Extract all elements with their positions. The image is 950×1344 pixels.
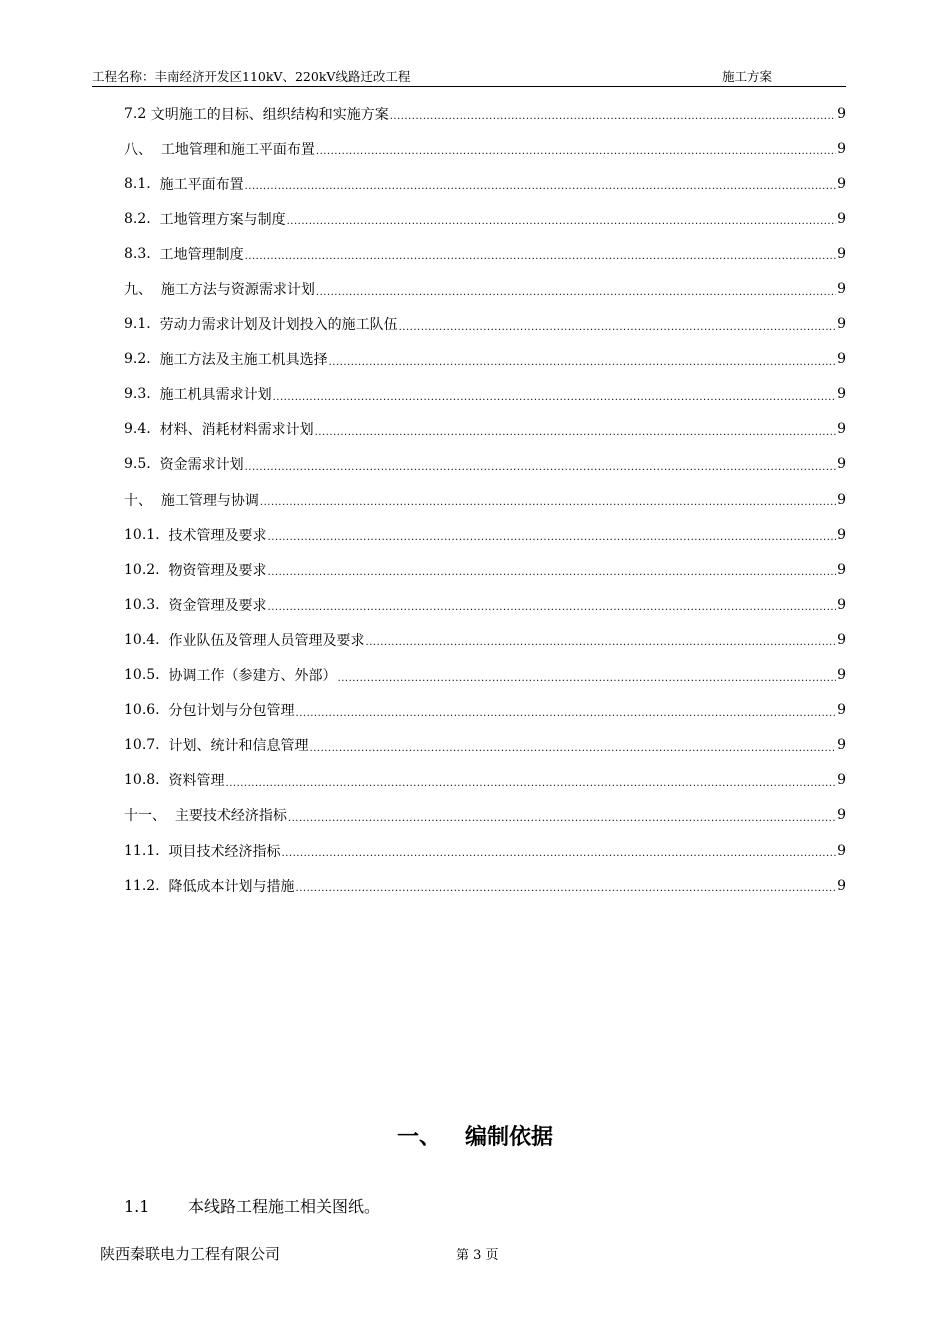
toc-leader-dots: [226, 778, 837, 789]
toc-entry-number: 9.3.: [124, 386, 160, 403]
toc-entry[interactable]: [124, 412, 846, 447]
toc-entry-page: 9: [837, 526, 846, 543]
toc-entry-page: 9: [837, 877, 846, 894]
toc-entry[interactable]: [124, 658, 846, 693]
toc-entry[interactable]: [124, 833, 846, 868]
toc-entry-number: 9.2.: [124, 351, 160, 368]
toc-entry-title: 分包计划与分包管理: [168, 703, 295, 720]
toc-entry-page: 9: [837, 456, 846, 473]
toc-entry-title: 项目技术经济指标: [168, 843, 281, 860]
toc-entry[interactable]: [124, 868, 846, 903]
toc-entry-page: 9: [837, 105, 846, 122]
toc-entry[interactable]: [124, 377, 846, 412]
section-title: 编制依据: [465, 1125, 554, 1150]
toc-leader-dots: [296, 883, 837, 894]
paragraph-number: 1.1: [124, 1197, 150, 1216]
page-number: 第 3 页: [456, 1248, 499, 1263]
toc-entry-page: 9: [837, 596, 846, 613]
toc-entry[interactable]: [124, 166, 846, 201]
toc-entry-title: 物资管理及要求: [168, 562, 267, 579]
toc-entry-number: 8.1.: [124, 175, 160, 192]
toc-entry-title: 文明施工的目标、组织结构和实施方案: [150, 106, 389, 123]
toc-entry[interactable]: [124, 693, 846, 728]
toc-entry-number: 10.2.: [124, 561, 169, 578]
toc-entry-number: 11.2.: [124, 877, 169, 894]
toc-leader-dots: [282, 848, 837, 859]
toc-entry[interactable]: [124, 728, 846, 763]
toc-entry-title: 技术管理及要求: [168, 527, 267, 544]
toc-leader-dots: [273, 392, 836, 403]
toc-leader-dots: [399, 322, 836, 333]
toc-entry[interactable]: [124, 517, 846, 552]
toc-entry-page: 9: [837, 351, 846, 368]
toc-entry-title: 工地管理制度: [159, 246, 244, 263]
toc-entry[interactable]: [124, 271, 846, 306]
toc-entry-title: 资料管理: [168, 773, 225, 790]
page-header: [92, 64, 846, 87]
toc-leader-dots: [310, 743, 837, 754]
toc-entry-page: 9: [837, 316, 846, 333]
toc-entry-title: 主要技术经济指标: [174, 808, 287, 825]
toc-leader-dots: [245, 181, 836, 192]
toc-entry-page: 9: [837, 667, 846, 684]
toc-entry-number: 7.2: [124, 105, 151, 122]
toc-entry-title: 工地管理和施工平面布置: [160, 141, 315, 158]
toc-leader-dots: [390, 111, 836, 122]
toc-entry-page: 9: [837, 386, 846, 403]
toc-entry-page: 9: [837, 737, 846, 754]
toc-entry-number: 9.4.: [124, 421, 160, 438]
toc-entry-number: 十、: [124, 492, 161, 509]
company-name: 陕西秦联电力工程有限公司: [100, 1245, 281, 1263]
toc-leader-dots: [268, 602, 837, 613]
toc-leader-dots: [288, 813, 836, 824]
toc-entry-title: 工地管理方案与制度: [159, 211, 286, 228]
toc-entry-title: 计划、统计和信息管理: [168, 738, 309, 755]
toc-entry[interactable]: [124, 236, 846, 271]
toc-entry-title: 资金需求计划: [159, 457, 244, 474]
toc-leader-dots: [287, 216, 836, 227]
toc-entry-number: 10.4.: [124, 631, 169, 648]
toc-entry-title: 施工方法及主施工机具选择: [159, 352, 328, 369]
toc-entry-title: 资金管理及要求: [168, 597, 267, 614]
toc-leader-dots: [268, 567, 837, 578]
toc-entry-title: 施工方法与资源需求计划: [160, 282, 315, 299]
toc-entry-page: 9: [837, 245, 846, 262]
toc-entry[interactable]: [124, 622, 846, 657]
page-footer: [100, 1243, 846, 1267]
paragraph-text: 本线路工程施工相关图纸。: [188, 1197, 381, 1216]
toc-entry-page: 9: [837, 561, 846, 578]
toc-entry-number: 10.6.: [124, 702, 169, 719]
toc-entry-number: 11.1.: [124, 842, 169, 859]
toc-entry[interactable]: [124, 482, 846, 517]
toc-entry-title: 材料、消耗材料需求计划: [159, 422, 314, 439]
toc-entry-number: 10.7.: [124, 737, 169, 754]
toc-entry-page: 9: [837, 631, 846, 648]
toc-entry[interactable]: [124, 201, 846, 236]
toc-entry[interactable]: [124, 763, 846, 798]
toc-entry-page: 9: [837, 421, 846, 438]
document-type: 施工方案: [722, 69, 773, 84]
toc-entry-page: 9: [837, 210, 846, 227]
project-name: 工程名称：丰南经济开发区110kV、220kV线路迁改工程: [92, 69, 411, 84]
toc-entry[interactable]: [124, 552, 846, 587]
toc-entry[interactable]: [124, 342, 846, 377]
toc-entry-number: 9.5.: [124, 456, 160, 473]
toc-entry-number: 9.1.: [124, 316, 160, 333]
toc-entry-title: 协调工作（参建方、外部）: [168, 668, 337, 685]
toc-leader-dots: [329, 357, 836, 368]
toc-leader-dots: [338, 673, 837, 684]
toc-entry-number: 10.3.: [124, 596, 169, 613]
toc-entry[interactable]: [124, 131, 846, 166]
toc-leader-dots: [296, 708, 837, 719]
toc-entry-number: 八、: [124, 141, 161, 158]
toc-leader-dots: [268, 532, 837, 543]
toc-entry-number: 九、: [124, 282, 161, 299]
toc-entry-number: 10.8.: [124, 772, 169, 789]
toc-entry-title: 劳动力需求计划及计划投入的施工队伍: [159, 317, 398, 334]
section-number: 一、: [396, 1125, 441, 1150]
toc-entry-page: 9: [837, 281, 846, 298]
toc-entry[interactable]: [124, 447, 846, 482]
toc-entry-title: 降低成本计划与措施: [168, 878, 295, 895]
toc-leader-dots: [245, 462, 836, 473]
toc-entry-page: 9: [837, 807, 846, 824]
toc-leader-dots: [245, 251, 836, 262]
toc-entry-title: 施工平面布置: [159, 176, 244, 193]
toc-leader-dots: [260, 497, 836, 508]
toc-entry-page: 9: [837, 140, 846, 157]
toc-entry-number: 10.1.: [124, 526, 169, 543]
toc-entry-page: 9: [837, 842, 846, 859]
toc-entry-number: 8.3.: [124, 245, 160, 262]
body-paragraph: [124, 1194, 380, 1217]
toc-leader-dots: [316, 287, 836, 298]
toc-entry-number: 8.2.: [124, 210, 160, 227]
toc-entry-page: 9: [837, 491, 846, 508]
toc-entry-page: 9: [837, 772, 846, 789]
toc-entry[interactable]: [124, 798, 846, 833]
toc-leader-dots: [315, 427, 836, 438]
toc-entry-title: 施工管理与协调: [160, 492, 259, 509]
section-heading: [0, 1120, 950, 1151]
toc-entry-title: 施工机具需求计划: [159, 387, 272, 404]
toc-entry-page: 9: [837, 702, 846, 719]
toc-entry-title: 作业队伍及管理人员管理及要求: [168, 632, 365, 649]
toc-entry[interactable]: [124, 96, 846, 131]
toc-entry[interactable]: [124, 587, 846, 622]
table-of-contents: [124, 96, 846, 903]
toc-entry-number: 十一、: [124, 808, 175, 825]
toc-leader-dots: [316, 146, 836, 157]
toc-leader-dots: [366, 637, 837, 648]
toc-entry-page: 9: [837, 175, 846, 192]
toc-entry[interactable]: [124, 307, 846, 342]
toc-entry-number: 10.5.: [124, 667, 169, 684]
